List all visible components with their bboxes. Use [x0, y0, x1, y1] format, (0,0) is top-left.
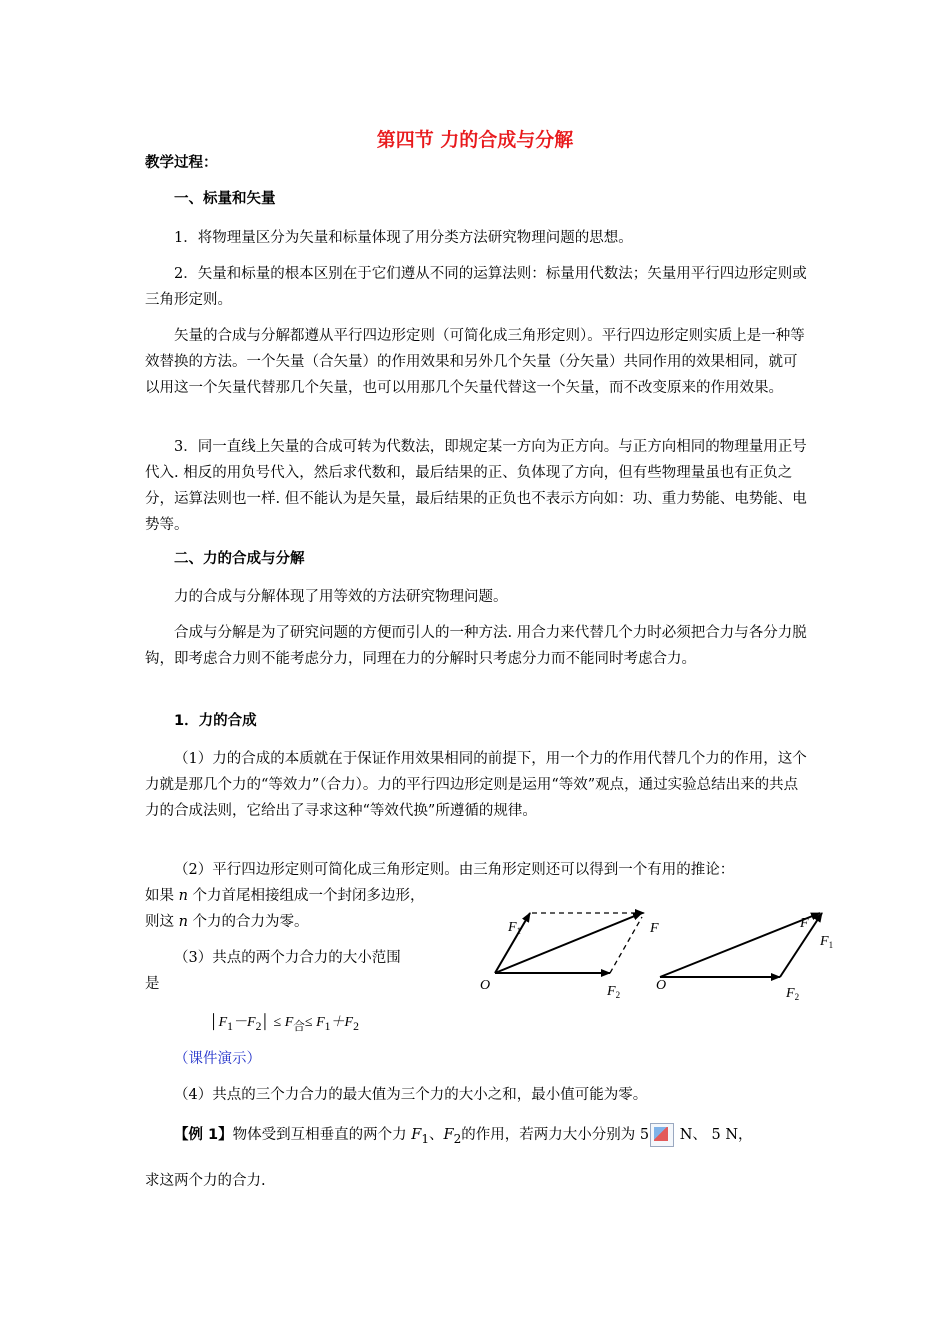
- section1-heading: 一、标量和矢量: [174, 191, 276, 207]
- intro-label: 教学过程：: [145, 155, 218, 171]
- force-diagrams: [470, 895, 850, 1015]
- section1-paragraph-2: 2．矢量和标量的根本区别在于它们遵从不同的运算法则：标量用代数法；矢量用平行四边形定则或三角形定则。: [145, 266, 807, 308]
- force-range-formula: $│F_1-F_2│ \le F_合\le F_1+F_2$: [210, 1015, 359, 1033]
- composition-subheading: 1．力的合成: [174, 713, 257, 729]
- triangle-label-f: F: [800, 916, 809, 931]
- page-title: 第四节 力的合成与分解: [376, 129, 574, 151]
- composition-item-3-line-1: （3）共点的两个力合力的大小范围: [174, 950, 401, 966]
- composition-item-3-line-2: 是: [145, 976, 160, 992]
- triangle-label-origin: O: [656, 978, 667, 993]
- composition-item-4: （4）共点的三个力合力的最大值为三个力的大小之和，最小值可能为零。: [174, 1087, 648, 1103]
- section2-heading: 二、力的合成与分解: [174, 551, 305, 567]
- broken-image-icon: [650, 1123, 674, 1147]
- resultant-vector-arrow: [495, 913, 642, 973]
- label-origin: O: [480, 978, 491, 993]
- triangle-resultant-arrow: [660, 913, 820, 977]
- composition-item-2-line-1: （2）平行四边形定则可简化成三角形定则。由三角形定则还可以得到一个有用的推论：: [174, 862, 735, 878]
- label-f1: $F_1$: [508, 920, 522, 936]
- composition-item-1: （1）力的合成的本质就在于保证作用效果相同的前提下，用一个力的作用代替几个力的作用，这个力就是那几个力的“等效力”（合力）。力的平行四边形定则是运用“等效”观点，通过实验总结出来的共点力的合成法则，它给出了寻求这种“等效代换”所遵循的规律。: [145, 751, 807, 819]
- triangle-label-f1: $F_1$: [820, 934, 834, 950]
- example-1-line-1: 【例 1】物体受到互相垂直的两个力 $F_1$、$F_2$的作用，若两力大小分别为 5 N、 5 N，: [145, 1122, 825, 1152]
- composition-item-2-line-2: 如果 n 个力首尾相接组成一个封闭多边形，: [145, 888, 425, 904]
- composition-item-2-line-3: 则这 n 个力的合力为零。: [145, 914, 309, 930]
- section2-paragraph-1: 力的合成与分解体现了用等效的方法研究物理问题。: [174, 589, 508, 605]
- section1-paragraph-4: 3．同一直线上矢量的合成可转为代数法，即规定某一方向为正方向。与正方向相同的物理量用正号代入. 相反的用负号代入，然后求代数和，最后结果的正、负体现了方向，但有些物理量虽也有正负之分，运算法则也一样. 但不能认为是矢量，最后结果的正负也不表示方向如：功、重力势能、电势能、电势等。: [145, 439, 807, 533]
- section1-paragraph-1: 1．将物理量区分为矢量和标量体现了用分类方法研究物理问题的思想。: [174, 230, 633, 246]
- triangle-label-f2: $F_2$: [786, 986, 800, 1002]
- label-f2: $F_2$: [607, 984, 621, 1000]
- triangle-diagram: [656, 913, 833, 1002]
- courseware-demo-link[interactable]: （课件演示）: [174, 1051, 261, 1067]
- section1-paragraph-3: 矢量的合成与分解都遵从平行四边形定则（可简化成三角形定则）。平行四边形定则实质上是一种等效替换的方法。一个矢量（合矢量）的作用效果和另外几个矢量（分矢量）共同作用的效果相同，就可以用这一个矢量代替那几个矢量，也可以用那几个矢量代替这一个矢量，而不改变原来的作用效果。: [145, 328, 805, 396]
- parallelogram-diagram: [480, 913, 659, 1000]
- dashed-right-side: [610, 917, 642, 973]
- section2-paragraph-2: 合成与分解是为了研究问题的方便而引人的一种方法. 用合力来代替几个力时必须把合力与各分力脱钩，即考虑合力则不能考虑分力，同理在力的分解时只考虑分力而不能同时考虑合力。: [145, 625, 807, 667]
- example-1-line-2: 求这两个力的合力.: [145, 1173, 266, 1189]
- label-f: F: [650, 921, 659, 936]
